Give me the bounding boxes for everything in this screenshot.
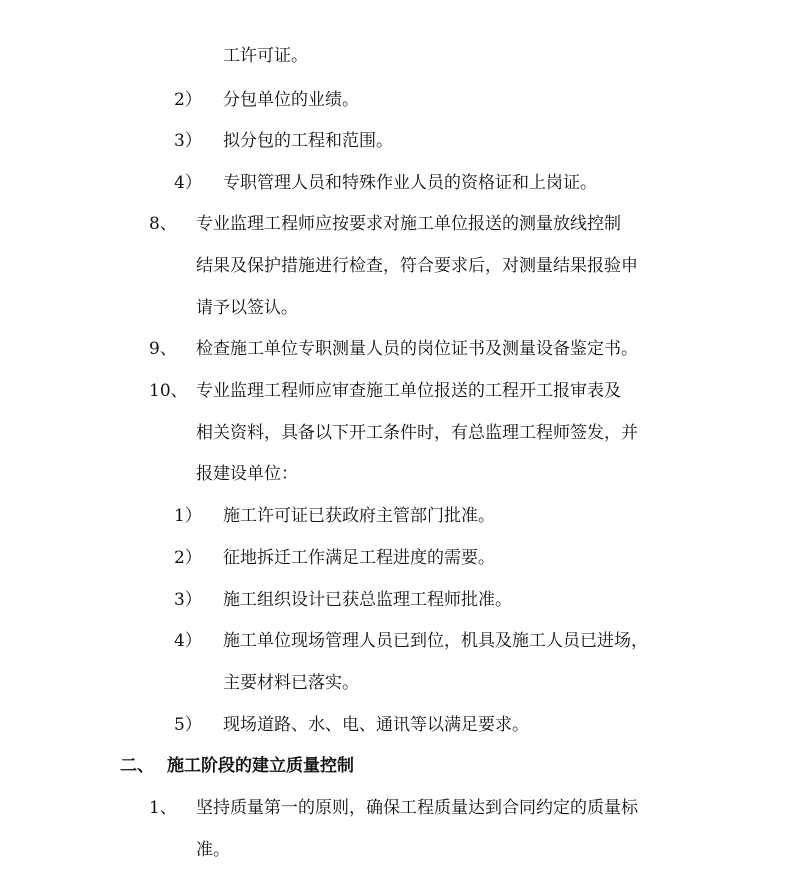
- text-line: 施工许可证已获政府主管部门批准。: [223, 506, 495, 526]
- list-number: 2）: [174, 548, 202, 568]
- list-number: 4）: [174, 631, 202, 651]
- text-line: 施工单位现场管理人员已到位，机具及施工人员已进场，: [223, 631, 648, 651]
- list-number: 10、: [149, 381, 188, 401]
- text-line: 工许可证。: [223, 46, 308, 66]
- list-number: 3）: [174, 590, 202, 610]
- text-line: 现场道路、水、电、通讯等以满足要求。: [223, 715, 529, 735]
- section-heading: 施工阶段的建立质量控制: [167, 756, 354, 776]
- list-number: 2）: [174, 90, 202, 110]
- text-line: 专业监理工程师应审查施工单位报送的工程开工报审表及: [196, 381, 621, 401]
- list-number: 3）: [174, 131, 202, 151]
- text-line: 请予以签认。: [196, 298, 298, 318]
- list-number: 5）: [174, 715, 202, 735]
- list-number: 8、: [149, 214, 177, 234]
- text-line: 拟分包的工程和范围。: [223, 131, 393, 151]
- list-number: 9、: [149, 339, 177, 359]
- text-line: 准。: [196, 840, 230, 860]
- list-number: 1）: [174, 506, 202, 526]
- text-line: 专职管理人员和特殊作业人员的资格证和上岗证。: [223, 173, 597, 193]
- section-number: 二、: [120, 756, 154, 776]
- text-line: 检查施工单位专职测量人员的岗位证书及测量设备鉴定书。: [196, 339, 638, 359]
- text-line: 施工组织设计已获总监理工程师批准。: [223, 590, 512, 610]
- text-line: 结果及保护措施进行检查，符合要求后，对测量结果报验申: [196, 256, 638, 276]
- text-line: 主要材料已落实。: [223, 673, 359, 693]
- text-line: 征地拆迁工作满足工程进度的需要。: [223, 548, 495, 568]
- text-line: 专业监理工程师应按要求对施工单位报送的测量放线控制: [196, 214, 621, 234]
- text-line: 相关资料，具备以下开工条件时，有总监理工程师签发，并: [196, 423, 638, 443]
- text-line: 报建设单位：: [196, 464, 298, 484]
- list-number: 1、: [149, 798, 177, 818]
- text-line: 坚持质量第一的原则，确保工程质量达到合同约定的质量标: [196, 798, 638, 818]
- text-line: 分包单位的业绩。: [223, 90, 359, 110]
- list-number: 4）: [174, 173, 202, 193]
